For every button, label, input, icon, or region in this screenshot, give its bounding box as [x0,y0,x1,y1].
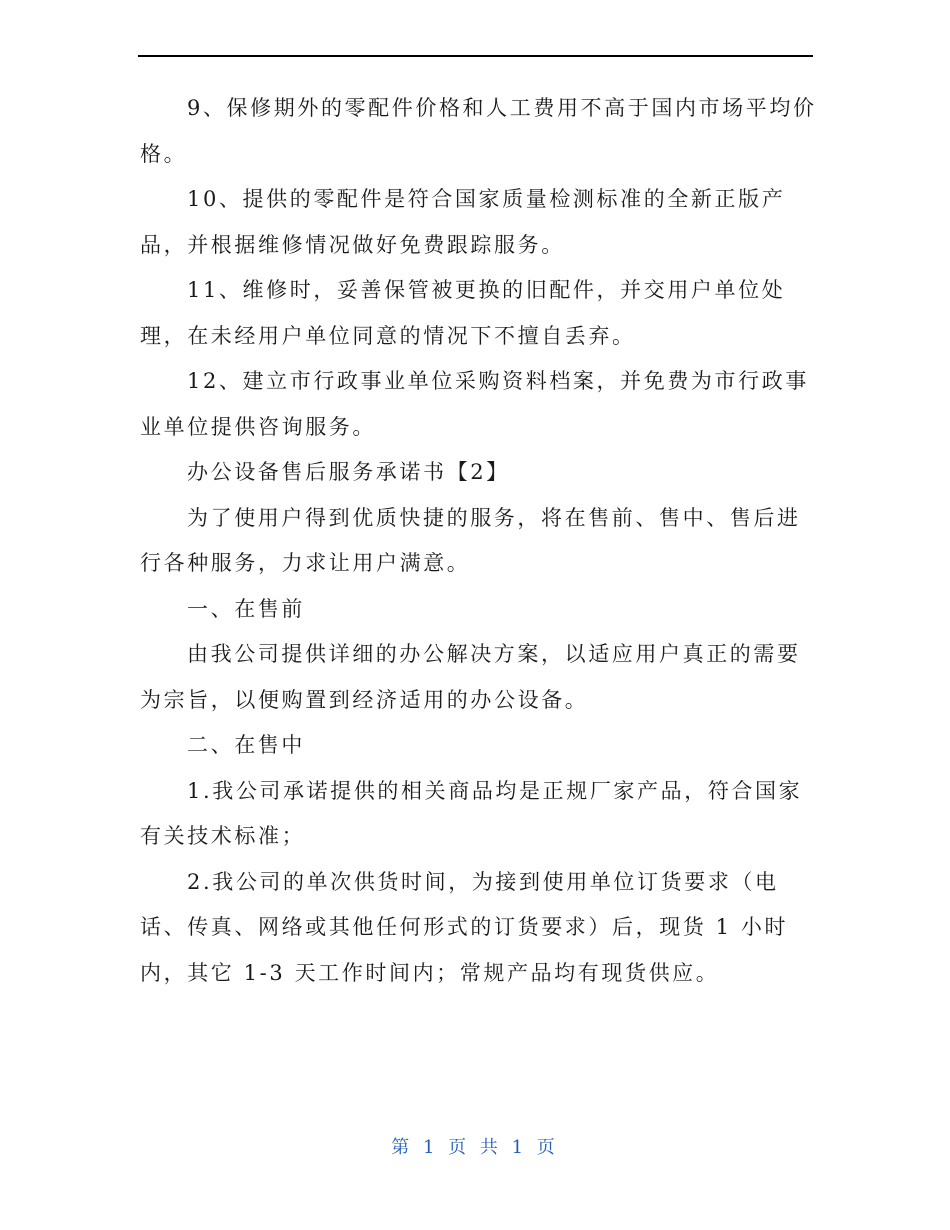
paragraph-line: 业单位提供咨询服务。 [140,414,376,439]
paragraph-item-11 [140,268,810,359]
paragraph-line: 话、传真、网络或其他任何形式的订货要求）后，现货 1 小时 [140,915,789,939]
page-number-label: 第 1 页 共 1 页 [391,1137,559,1158]
paragraph-line: 有关技术标准； [140,824,306,848]
paragraph-item-10 [140,177,810,268]
paragraph-line: 格。 [140,141,188,166]
heading-text: 一、在售前 [187,596,305,621]
in-sale-item-2 [140,860,810,997]
paragraph-line: 为了使用户得到优质快捷的服务，将在售前、售中、售后进 [187,505,801,530]
in-sale-item-1 [140,769,810,860]
heading-in-sale [140,723,810,769]
paragraph-line: 理，在未经用户单位同意的情况下不擅自丢弃。 [140,323,636,348]
document-body [140,86,817,996]
paragraph-line: 行各种服务，力求让用户满意。 [140,551,471,575]
paragraph-line: 品，并根据维修情况做好免费跟踪服务。 [140,232,565,257]
paragraph-line: 2.我公司的单次供货时间，为接到使用单位订货要求（电 [187,869,779,894]
paragraph-line: 11、维修时，妥善保管被更换的旧配件，并交用户单位处 [187,278,786,302]
paragraph-item-9 [140,86,817,177]
heading-text: 二、在售中 [187,733,305,757]
paragraph-line: 内，其它 1-3 天工作时间内；常规产品均有现货供应。 [140,960,720,985]
section-title [140,450,810,496]
paragraph-line: 9、保修期外的零配件价格和人工费用不高于国内市场平均价 [187,96,817,120]
paragraph-line: 由我公司提供详细的办公解决方案，以适应用户真正的需要 [187,642,801,666]
paragraph-line: 12、建立市行政事业单位采购资料档案，并免费为市行政事 [187,369,809,393]
heading-pre-sale [140,587,810,633]
pre-sale-paragraph [140,632,810,723]
intro-paragraph [140,496,810,587]
paragraph-item-12 [140,359,810,450]
paragraph-line: 为宗旨，以便购置到经济适用的办公设备。 [140,687,589,712]
paragraph-line: 1.我公司承诺提供的相关商品均是正规厂家产品，符合国家 [187,778,803,803]
paragraph-line: 10、提供的零配件是符合国家质量检测标准的全新正版产 [187,187,786,211]
section-title-text: 办公设备售后服务承诺书【2】 [187,460,510,484]
header-rule [138,55,813,57]
page-footer [0,1133,950,1159]
